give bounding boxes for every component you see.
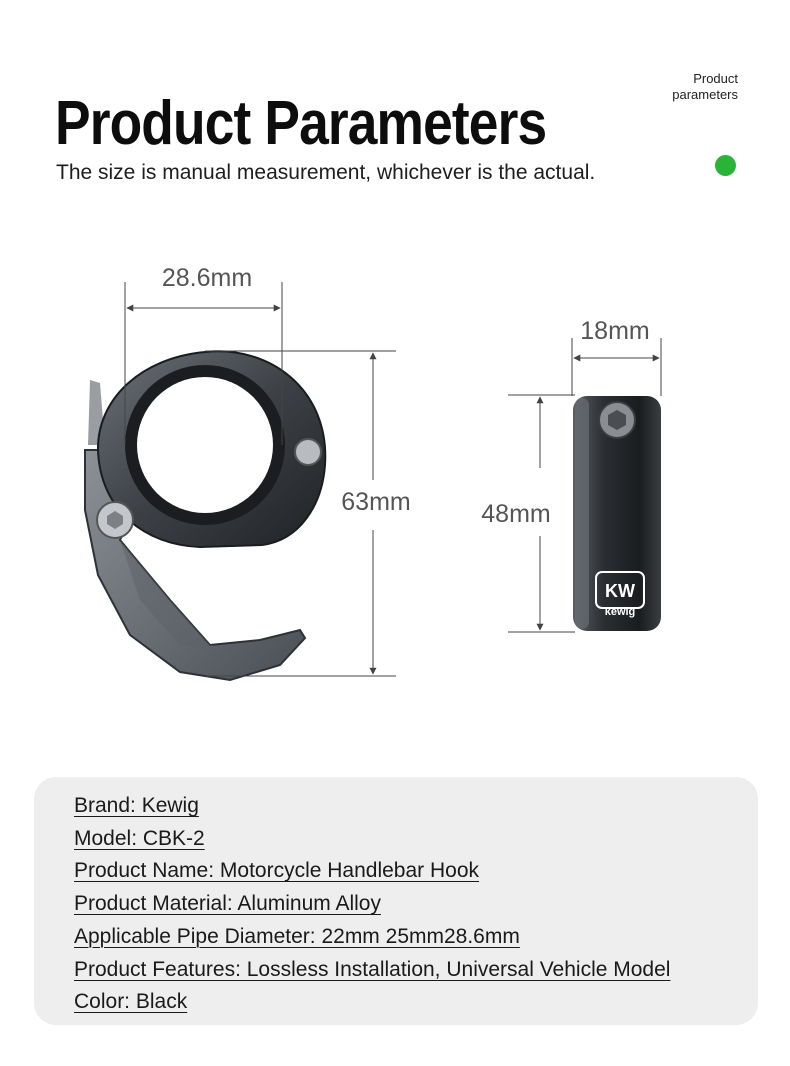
- spec-material: Product Material: Aluminum Alloy: [74, 892, 381, 916]
- dimension-ring-width: [572, 317, 661, 396]
- product-dimension-figure: [0, 240, 790, 710]
- section-label-line2: parameters: [672, 87, 738, 102]
- spec-product-name: Product Name: Motorcycle Handlebar Hook: [74, 859, 480, 883]
- brand-logo-text: kewig: [604, 606, 636, 618]
- ring-height-label: 48mm: [481, 500, 551, 528]
- spec-brand: Brand: Kewig: [74, 794, 199, 817]
- section-label: [672, 71, 738, 103]
- spec-color: Color: Black: [74, 990, 188, 1014]
- product-specs-panel: [34, 777, 758, 1025]
- handlebar-hook-image: [85, 351, 325, 680]
- spec-model: Model: CBK-2: [74, 826, 205, 850]
- ring-clamp-image: [573, 396, 661, 631]
- spec-features: Product Features: Lossless Installation, Universal Vehicle Model: [74, 957, 671, 981]
- green-dot-icon: [715, 155, 736, 176]
- ring-width-label: 18mm: [580, 317, 650, 345]
- specs-list: [34, 777, 758, 1019]
- page-title: Product Parameters: [55, 89, 547, 158]
- dimension-ring-height: [481, 395, 575, 632]
- hook-opening-label: 28.6mm: [161, 264, 253, 292]
- section-label-line1: Product: [693, 71, 738, 86]
- svg-text:KW: KW: [605, 581, 635, 601]
- spec-pipe-diameter: Applicable Pipe Diameter: 22mm 25mm28.6mm: [74, 924, 520, 948]
- hook-height-label: 63mm: [341, 488, 411, 516]
- page-subtitle: The size is manual measurement, whichever is the actual.: [56, 161, 596, 184]
